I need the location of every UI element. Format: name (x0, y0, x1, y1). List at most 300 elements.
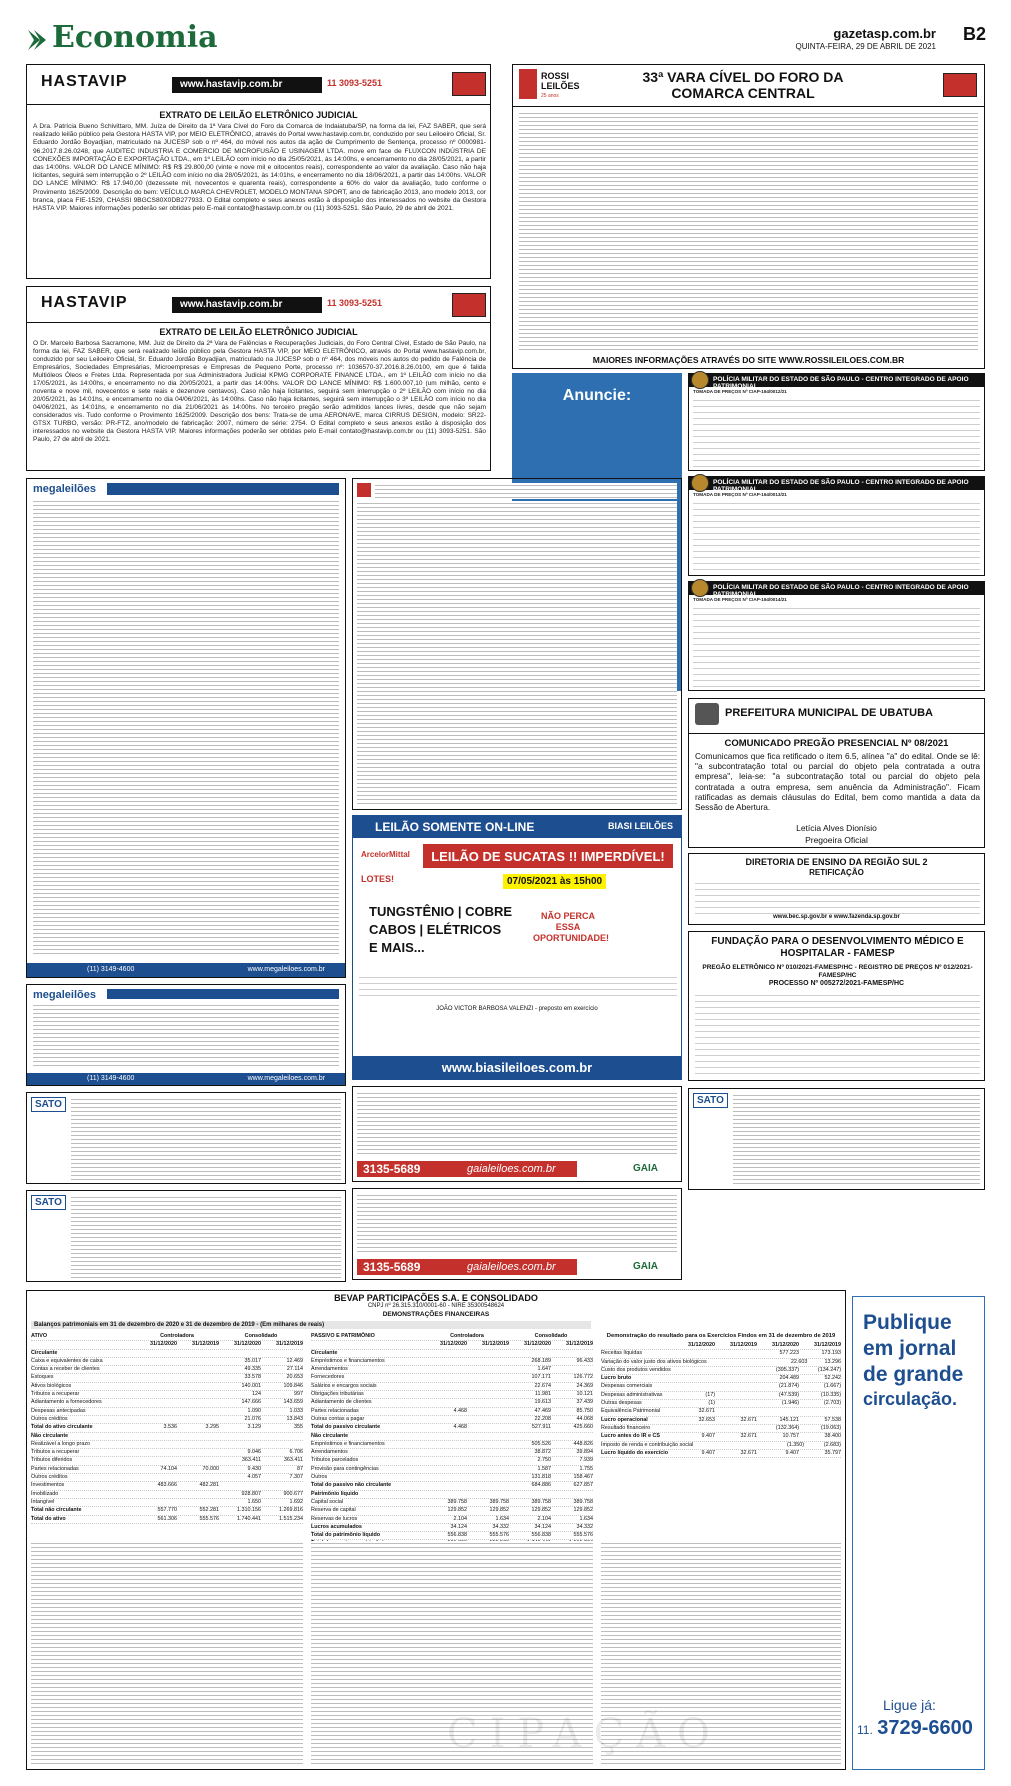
pm-notice-title: TOMADA DE PREÇOS Nº CIAP-164/0012/21 (693, 389, 787, 394)
publique-phone (857, 1717, 973, 1740)
table-row (601, 1450, 841, 1458)
diretoria-subtitle: RETIFICAÇÃO (809, 868, 864, 877)
arrow-icon (26, 28, 48, 52)
row-value: 85.750 (576, 1407, 593, 1414)
row-value (135, 1366, 177, 1373)
row-value (261, 1441, 303, 1448)
row-value: 363.411 (241, 1457, 261, 1464)
table-row (311, 1350, 593, 1358)
table-row (311, 1491, 593, 1499)
row-value (425, 1457, 467, 1464)
table-row (31, 1416, 303, 1424)
gaia-phone-bar (357, 1161, 577, 1177)
row-value (467, 1474, 509, 1481)
row-value (425, 1350, 467, 1357)
row-value: 34.124 (450, 1523, 467, 1530)
table-row (31, 1457, 303, 1465)
row-value: (47.539) (778, 1391, 799, 1398)
famesp-line-2: PROCESSO Nº 005272/2021-FAMESP/HC (768, 980, 905, 987)
row-value: 20.653 (286, 1374, 303, 1381)
row-label: Provisão para contingências (311, 1465, 379, 1472)
row-value: 1.033 (289, 1407, 303, 1414)
row-value (673, 1383, 715, 1390)
row-value (219, 1350, 261, 1357)
biasi-item-1: TUNGSTÊNIO | COBRE (369, 904, 513, 919)
row-value: 3.536 (163, 1424, 177, 1431)
row-value (135, 1441, 177, 1448)
row-label: Patrimônio líquido (311, 1490, 359, 1497)
row-label: Tributos diferidos (31, 1457, 73, 1464)
row-label: Intangível (31, 1498, 55, 1505)
row-value: 1.515.234 (279, 1515, 303, 1522)
row-value: 37.439 (576, 1399, 593, 1406)
gaia-notice-2 (352, 1188, 682, 1280)
row-label: Variação do valor justo dos ativos biológicos (601, 1358, 707, 1365)
gaia-phone: 3135-5689 (363, 1162, 421, 1176)
bevap-balance-caption: Balanços patrimoniais em 31 de dezembro de 2020 e 31 de dezembro de 2019 - (Em milhares de reais) (31, 1321, 591, 1329)
table-row (311, 1433, 593, 1441)
row-value (715, 1408, 757, 1415)
row-value: (21.874) (778, 1383, 799, 1390)
row-value: 556.838 (447, 1532, 467, 1539)
row-value: 11.981 (534, 1391, 551, 1398)
table-row (601, 1350, 841, 1358)
diretoria-title: DIRETORIA DE ENSINO DA REGIÃO SUL 2 (745, 857, 928, 867)
hastavip-url[interactable]: www.hastavip.com.br (172, 297, 322, 313)
sato-body (71, 1097, 341, 1181)
row-value: 389.758 (531, 1498, 551, 1505)
row-value: 109.846 (283, 1382, 303, 1389)
row-label: Tributos a recuperar (31, 1449, 80, 1456)
row-label: Lucro líquido do exercício (601, 1449, 669, 1456)
row-value: 1.587 (537, 1465, 551, 1472)
row-value: (2.683) (823, 1441, 841, 1448)
notice-body: A Dra. Patrícia Bueno Schivittaro, MM. Juíza de Direito da 1ª Vara Cível do Foro da Comarca de Indaiatuba/SP, na forma da lei, FAZ SABER, que será realizado leilão público pela Gestora HASTA VIP, por MEIO ELETRÔNICO, através do Portal www.hastavip.com.br, conduzido por seu Leiloeiro Oficial, Sr. Eduardo Jordão Boyadjian, matriculado na JUCESP sob o nº 464, do móvel nos autos da ação de Cumprimento de Sentença, processo nº 0000981-96.2017.8.26.0248, que AUDITEC INDUSTRIA E COMERCIO DE MICROFUSÃO E USINAGEM LTDA. move em face de FLUXCON INDÚSTRIA DE CONEXÕES IMPORTAÇÃO E EXPORTAÇÃO LTDA., em 1º LEILÃO com início no dia 25/05/2021, às 14:00hs, e encerramento no dia 28/05/2021, a partir das 14:00hs. VALOR DO LANCE MÍNIMO: R$ R$ 29.800,00 (vinte e nove mil e oitocentos reais), correspondente ao valor da avaliação. Caso não haja licitantes, seguirá sem interrupção o 2º LEILÃO com início no dia 28/05/2021, às 14:01hs, e encerramento no dia 18/06/2021, a partir das 14:00hs. VALOR DO LANCE MÍNIMO: R$ 17.940,00 (dezessete mil, novecentos e quarenta reais), correspondente a 60% do valor da avaliação, tudo conforme o Provimento 1625/2009. Descrição do bem: VEÍCULO MARCA CHEVROLET, MODELO MONTANA SPORT, ano de fabricação 2013, ano modelo 2013, cor branca, placa FIE-1529, CHASSI 9BGCS80X0DB277933. O Edital completo e seus anexos estão à disposição dos interessados no website da Gestora HASTA VIP. Maiores informações poderão ser obtidas pelo E-mail contato@hastavip.com.br ou (11) 3093-5251. São Paulo, 29 de abril de 2021. (33, 123, 486, 213)
issue-date: QUINTA-FEIRA, 29 DE ABRIL DE 2021 (795, 42, 936, 51)
table-row (31, 1441, 303, 1449)
row-value (673, 1350, 715, 1357)
hastavip-phone: 11 3093-5251 (327, 78, 383, 88)
biasi-title: LEILÃO DE SUCATAS !! IMPERDÍVEL! (423, 844, 673, 868)
row-value (135, 1358, 177, 1365)
hastavip-logo: HASTAVIP (41, 294, 128, 311)
sato-body (71, 1195, 341, 1279)
watermark: CIPAÇÃO (447, 1711, 722, 1757)
row-value: 482.281 (199, 1482, 219, 1489)
table-row (311, 1499, 593, 1507)
row-value: 552.281 (199, 1507, 219, 1514)
row-label: Caixa e equivalentes de caixa (31, 1357, 103, 1364)
row-value: 1.650 (247, 1498, 261, 1505)
site-url: gazetasp.com.br (833, 26, 936, 41)
biasi-lotes: LOTES! (361, 874, 394, 884)
table-row (31, 1383, 303, 1391)
gaia-url[interactable]: gaialeiloes.com.br (467, 1261, 556, 1273)
row-value (135, 1391, 177, 1398)
row-value: 577.223 (779, 1350, 799, 1357)
table-row (311, 1358, 593, 1366)
ubatuba-signer: Letícia Alves Dionísio (796, 823, 877, 833)
col-cons-header: Consolidado (244, 1333, 278, 1339)
biasi-ad[interactable] (352, 815, 682, 1080)
row-value: 505.526 (531, 1440, 551, 1447)
row-value (467, 1374, 509, 1381)
bevap-title: BEVAP PARTICIPAÇÕES S.A. E CONSOLIDADO (334, 1293, 538, 1303)
row-label: Total não circulante (31, 1507, 82, 1514)
row-value (177, 1433, 219, 1440)
row-value (509, 1433, 551, 1440)
publique-line-1: Publique (863, 1311, 952, 1334)
table-row (311, 1383, 593, 1391)
row-value: 47.469 (534, 1407, 551, 1414)
table-row (311, 1482, 593, 1490)
row-value: (2.703) (823, 1400, 841, 1407)
row-value (135, 1499, 177, 1506)
row-label: Total do ativo circulante (31, 1424, 93, 1431)
row-value: 627.857 (573, 1482, 593, 1489)
row-value: 87 (297, 1465, 303, 1472)
rossi-notice (512, 64, 985, 369)
row-value (467, 1399, 509, 1406)
row-value (177, 1491, 219, 1498)
pm-notice-1 (688, 373, 985, 471)
famesp-notice (688, 931, 985, 1081)
table-row (601, 1433, 841, 1441)
row-value: 1.634 (495, 1515, 509, 1522)
table-row (311, 1474, 593, 1482)
publique-line-2: em jornal (863, 1337, 957, 1360)
row-value: 3.295 (205, 1424, 219, 1431)
row-value (673, 1367, 715, 1374)
row-label: Salários e encargos sociais (311, 1382, 377, 1389)
row-value (135, 1433, 177, 1440)
row-value: 204.489 (779, 1375, 799, 1382)
judicial-notice-middle (352, 478, 682, 810)
hastavip-notice-2 (26, 286, 491, 471)
row-label: Total do passivo não circulante (311, 1482, 392, 1489)
row-label: Obrigações tributárias (311, 1391, 364, 1398)
row-value (467, 1350, 509, 1357)
row-value: 33.578 (244, 1374, 261, 1381)
sato-notice-1 (26, 1092, 346, 1184)
row-value: 4.057 (247, 1474, 261, 1481)
row-value: (1.946) (781, 1400, 799, 1407)
row-value: 32.653 (698, 1416, 715, 1423)
row-value: 32.671 (740, 1449, 757, 1456)
biasi-banner-text: LEILÃO SOMENTE ON-LINE (375, 820, 535, 834)
hastavip-notice-1 (26, 64, 491, 279)
row-value: 10.121 (576, 1391, 593, 1398)
famesp-body (695, 992, 980, 1076)
mega-body (33, 499, 339, 954)
row-label: Partes relacionadas (31, 1465, 79, 1472)
row-value (425, 1466, 467, 1473)
row-value: 9.407 (785, 1449, 799, 1456)
row-value: 107.171 (531, 1374, 551, 1381)
row-value (467, 1416, 509, 1423)
row-label: Empréstimos e financiamentos (311, 1440, 385, 1447)
row-value (425, 1441, 467, 1448)
col-ctrl-header: Controladora (160, 1333, 194, 1339)
diretoria-site[interactable]: www.bec.sp.gov.br e www.fazenda.sp.gov.br (773, 914, 900, 920)
row-label: Empréstimos e financiamentos (311, 1357, 385, 1364)
row-label: Não circulante (311, 1432, 349, 1439)
row-value (715, 1425, 757, 1432)
table-row (31, 1491, 303, 1499)
row-label: Realizável a longo prazo (31, 1440, 91, 1447)
row-value (135, 1383, 177, 1390)
rossi-footer[interactable]: MAIORES INFORMAÇÕES ATRAVÉS DO SITE WWW.ROSSILEILOES.COM.BR (592, 355, 905, 365)
row-label: Outras contas a pagar (311, 1415, 365, 1422)
row-value: 7.307 (289, 1474, 303, 1481)
row-value (177, 1366, 219, 1373)
row-value (425, 1482, 467, 1489)
hastavip-logo: HASTAVIP (41, 73, 128, 90)
mega-site[interactable]: www.megaleiloes.com.br (247, 966, 325, 973)
row-value: 35.017 (244, 1357, 261, 1364)
biasi-logo: BIASI LEILÕES (607, 821, 673, 831)
seal-icon (452, 72, 486, 96)
biasi-url[interactable]: www.biasileiloes.com.br (353, 1056, 681, 1080)
table-row (601, 1359, 841, 1367)
mega-logo: megaleilões (33, 483, 96, 495)
row-value: (1) (708, 1400, 715, 1407)
row-label: Despesas comerciais (601, 1383, 653, 1390)
pm-header: POLÍCIA MILITAR DO ESTADO DE SÃO PAULO - CENTRO INTEGRADO DE APOIO PATRIMONIAL (713, 479, 969, 493)
row-label: Total do patrimônio líquido (311, 1532, 381, 1539)
notice-title: EXTRATO DE LEILÃO ELETRÔNICO JUDICIAL (159, 327, 358, 337)
sato-logo: SATO (693, 1093, 728, 1108)
ativo-header: ATIVO (31, 1333, 48, 1339)
liabilities-table (311, 1333, 593, 1549)
table-row (31, 1391, 303, 1399)
row-label: Adiantamento de clientes (311, 1399, 372, 1406)
pm-header: POLÍCIA MILITAR DO ESTADO DE SÃO PAULO - CENTRO INTEGRADO DE APOIO PATRIMONIAL (713, 376, 969, 390)
row-value: 34.332 (492, 1523, 509, 1530)
bevap-cnpj: CNPJ nº 26.315.310/0001-60 - NIRE 35300548624 (367, 1303, 505, 1309)
ubatuba-crest-icon (695, 703, 719, 725)
row-value (219, 1482, 261, 1489)
row-value: 44.068 (576, 1415, 593, 1422)
table-row (311, 1441, 593, 1449)
row-value: 389.758 (573, 1498, 593, 1505)
publique-line-4: circulação. (863, 1389, 958, 1409)
table-row (31, 1399, 303, 1407)
row-value: 9.046 (247, 1449, 261, 1456)
results-table (601, 1333, 841, 1458)
row-value (467, 1482, 509, 1489)
row-value (261, 1433, 303, 1440)
famesp-line-1: PREGÃO ELETRÔNICO Nº 010/2021-FAMESP/HC - REGISTRO DE PREÇOS Nº 012/2021-FAMESP/HC (702, 964, 973, 979)
table-row (31, 1507, 303, 1515)
ubatuba-notice (688, 698, 985, 848)
row-value (707, 1359, 741, 1366)
section-title: Economia (52, 20, 218, 55)
row-value: 555.576 (199, 1515, 219, 1522)
table-row (31, 1374, 303, 1382)
row-value: (19.063) (820, 1424, 841, 1431)
sato-logo: SATO (31, 1097, 66, 1112)
row-label: Imobilizado (31, 1490, 59, 1497)
ubatuba-body: Comunicamos que fica retificado o item 6.5, alínea "a" do edital. Onde se lê: "a subcontratação total ou parcial do objeto pela contratada a outra empresa", leia-se: "a subcontratação total ou parcial do objeto pela contratada a outra empresa, sem anuência da Administração". Ficam ratificadas as demais cláusulas do Edital, bem como mantida a data da Sessão de Abertura. (695, 751, 980, 813)
row-label: Receitas líquidas (601, 1350, 643, 1357)
row-value (425, 1391, 467, 1398)
arcelormittal-logo: ArcelorMittal (361, 850, 410, 859)
row-value: 527.911 (531, 1424, 551, 1431)
famesp-title: FUNDAÇÃO PARA O DESENVOLVIMENTO MÉDICO E HOSPITALAR - FAMESP (711, 936, 964, 959)
hastavip-phone: 11 3093-5251 (327, 298, 383, 308)
row-label: Imposto de renda e contribuição social (601, 1441, 694, 1448)
row-value (467, 1391, 509, 1398)
row-value: 389.758 (489, 1498, 509, 1505)
megaleiloes-notice (26, 478, 346, 978)
row-value: 57.538 (824, 1416, 841, 1423)
row-label: Não circulante (31, 1432, 69, 1439)
row-value (715, 1383, 757, 1390)
masthead (26, 22, 986, 58)
row-value (715, 1392, 757, 1399)
rossi-logo (519, 69, 537, 99)
row-value: 129.852 (447, 1507, 467, 1514)
notice-body (357, 501, 677, 806)
table-row (601, 1425, 841, 1433)
row-value: 9.430 (247, 1465, 261, 1472)
publique-ad[interactable] (852, 1296, 985, 1770)
table-row (311, 1408, 593, 1416)
row-value (135, 1457, 177, 1464)
row-value (177, 1457, 219, 1464)
row-value: 19.613 (534, 1399, 551, 1406)
table-row (601, 1417, 841, 1425)
row-value (219, 1441, 261, 1448)
gaia-logo: GAIA (633, 1163, 658, 1174)
row-value (135, 1449, 177, 1456)
gaia-url[interactable]: gaialeiloes.com.br (467, 1163, 556, 1175)
row-value (177, 1416, 219, 1423)
table-row (31, 1424, 303, 1432)
rossi-title: 33ª VARA CÍVEL DO FORO DA COMARCA CENTRAL (642, 69, 844, 101)
notice-body: O Dr. Marcelo Barbosa Sacramone, MM. Juiz de Direito da 2ª Vara de Falências e Recuperações Judiciais, do Foro Central Cível, Estado de São Paulo, na forma da lei, FAZ SABER, que será realizado leilão público pela Gestora HASTA VIP, por MEIO ELETRÔNICO, através do Portal www.hastavip.com.br, conduzido por seu Leiloeiro Oficial, Sr. Eduardo Jordão Boyadjian, matriculado na JUCESP sob o nº 464, dos móveis nos autos do pedido de Falência de Empresários, Sociedades Empresárias, Microempresas e Empresas de Pequeno Porte, processo nº: 1036570-37.2016.8.26.0100, em que é falida Multióleos Óleos e Fretes Ltda. Representada por sua Administradora Judicial KPMG CORPORATE FINANCE LTDA., em 1º LEILÃO com início no dia 17/05/2021, às 14:00hs, e encerramento no dia 20/05/2021, a partir das 14:00hs. VALOR DO LANCE MÍNIMO: R$ 1.600.007,10 (um milhão, cento e noventa e nove mil, novecentos e sete reais e dezenove centavos). Caso não haja licitantes, seguirá sem interrupção o 2º LEILÃO com início no dia 20/05/2021, às 14:01hs, e encerramento no dia 04/06/2021, às 14:00hs. Caso não haja licitantes, seguirá sem interrupção o 3º LEILÃO com início no dia 04/06/2021, às 14:01hs, e encerramento no dia 21/06/2021 às 14:00hs. No terceiro pregão serão admitidos lances livres, desde que não sejam considerados vis. Tudo conforme o Provimento 1625/2009. Descrição dos bens: Trata-se de uma AERONAVE, marca CIRRUS DESIGN, modelo: SR22-GTSX TURBO, versão: PR-FTZ, ano/modelo de fabricação: 2007, número de série: 2754. O Edital completo e seus anexos estão à disposição dos interessados no website da Gestora HASTA VIP. Maiores informações poderão ser obtidas pelo E-mail contato@hastavip.com.br ou (11) 3093-5251. São Paulo, 27 de abril de 2021. (33, 340, 486, 443)
pm-notice-title: TOMADA DE PREÇOS Nº CIAP-164/0014/21 (693, 597, 787, 602)
row-value: 555.576 (489, 1532, 509, 1539)
table-header: PASSIVO E PATRIMÔNIO Controladora Consolidado (311, 1333, 593, 1341)
assets-table (31, 1333, 303, 1524)
row-value: 2.750 (537, 1457, 551, 1464)
table-header-years: 31/12/2020 31/12/2019 31/12/2020 31/12/2019 (311, 1341, 593, 1349)
row-value (425, 1358, 467, 1365)
row-value (509, 1350, 551, 1357)
row-value: 2.104 (537, 1515, 551, 1522)
row-label: Capital social (311, 1498, 344, 1505)
publique-number: 3729-6600 (877, 1717, 973, 1739)
row-value (467, 1358, 509, 1365)
pm-body (693, 500, 980, 572)
table-row (601, 1442, 841, 1450)
row-value: 143.659 (283, 1399, 303, 1406)
equity-statement (31, 1541, 303, 1767)
row-label: Outras despesas (601, 1400, 642, 1407)
row-value (715, 1400, 757, 1407)
row-value: 483.666 (157, 1482, 177, 1489)
row-value (177, 1391, 219, 1398)
row-value: (134.247) (817, 1366, 841, 1373)
row-value (467, 1466, 509, 1473)
row-label: Total do ativo (31, 1515, 66, 1522)
table-row (601, 1383, 841, 1391)
row-value: 555.576 (573, 1532, 593, 1539)
row-value (135, 1399, 177, 1406)
row-value: (1.667) (823, 1383, 841, 1390)
row-label: Total do passivo circulante (311, 1424, 381, 1431)
row-value: 124 (252, 1391, 261, 1398)
table-row (601, 1367, 841, 1375)
row-value (425, 1374, 467, 1381)
row-value (425, 1474, 467, 1481)
row-value (425, 1449, 467, 1456)
row-value: 7.939 (579, 1457, 593, 1464)
row-value: 70.000 (202, 1465, 219, 1472)
row-value (135, 1374, 177, 1381)
biasi-item-3: E MAIS... (369, 940, 425, 955)
mega-header-bar (107, 483, 339, 495)
table-row (311, 1449, 593, 1457)
row-label: Contas a receber de clientes (31, 1366, 100, 1373)
table-header-years: 31/12/2020 31/12/2019 31/12/2020 31/12/2019 (601, 1342, 841, 1350)
row-label: Lucros acumulados (311, 1523, 362, 1530)
row-value: 928.807 (241, 1490, 261, 1497)
bevap-subtitle: DEMONSTRAÇÕES FINANCEIRAS (382, 1311, 490, 1318)
badge-icon (691, 579, 709, 597)
row-value: 425.660 (573, 1424, 593, 1431)
hastavip-header (27, 65, 490, 105)
mega-footer (27, 963, 345, 977)
row-value (177, 1474, 219, 1481)
ubatuba-title: PREFEITURA MUNICIPAL DE UBATUBA (725, 707, 933, 719)
row-value (715, 1375, 757, 1382)
row-value: 158.467 (573, 1474, 593, 1481)
table-row (31, 1366, 303, 1374)
row-value: 4.468 (453, 1407, 467, 1414)
row-value (135, 1350, 177, 1357)
notice-body (375, 483, 677, 499)
row-value: 34.124 (534, 1523, 551, 1530)
row-value: 126.772 (573, 1374, 593, 1381)
row-label: Despesas administrativas (601, 1391, 663, 1398)
row-value (425, 1399, 467, 1406)
notice-logo (357, 483, 371, 497)
row-value: 38.872 (534, 1449, 551, 1456)
row-value: 39.894 (576, 1449, 593, 1456)
pm-header: POLÍCIA MILITAR DO ESTADO DE SÃO PAULO - CENTRO INTEGRADO DE APOIO PATRIMONIAL (713, 584, 969, 598)
row-label: Partes relacionadas (311, 1407, 359, 1414)
row-value: 2.104 (453, 1515, 467, 1522)
row-value (799, 1408, 841, 1415)
mega-body (33, 1003, 339, 1069)
gaia-phone-bar (357, 1259, 577, 1275)
row-value (467, 1366, 509, 1373)
hastavip-url[interactable]: www.hastavip.com.br (172, 77, 322, 93)
row-value: 32.671 (698, 1408, 715, 1415)
mega-site[interactable]: www.megaleiloes.com.br (247, 1075, 325, 1082)
row-value: 38.400 (824, 1433, 841, 1440)
row-value: 74.104 (160, 1465, 177, 1472)
row-value (177, 1383, 219, 1390)
row-value: 12.469 (286, 1357, 303, 1364)
table-row (311, 1424, 593, 1432)
row-value (551, 1491, 593, 1498)
row-value: (10.335) (820, 1391, 841, 1398)
row-value: 448.826 (573, 1440, 593, 1447)
